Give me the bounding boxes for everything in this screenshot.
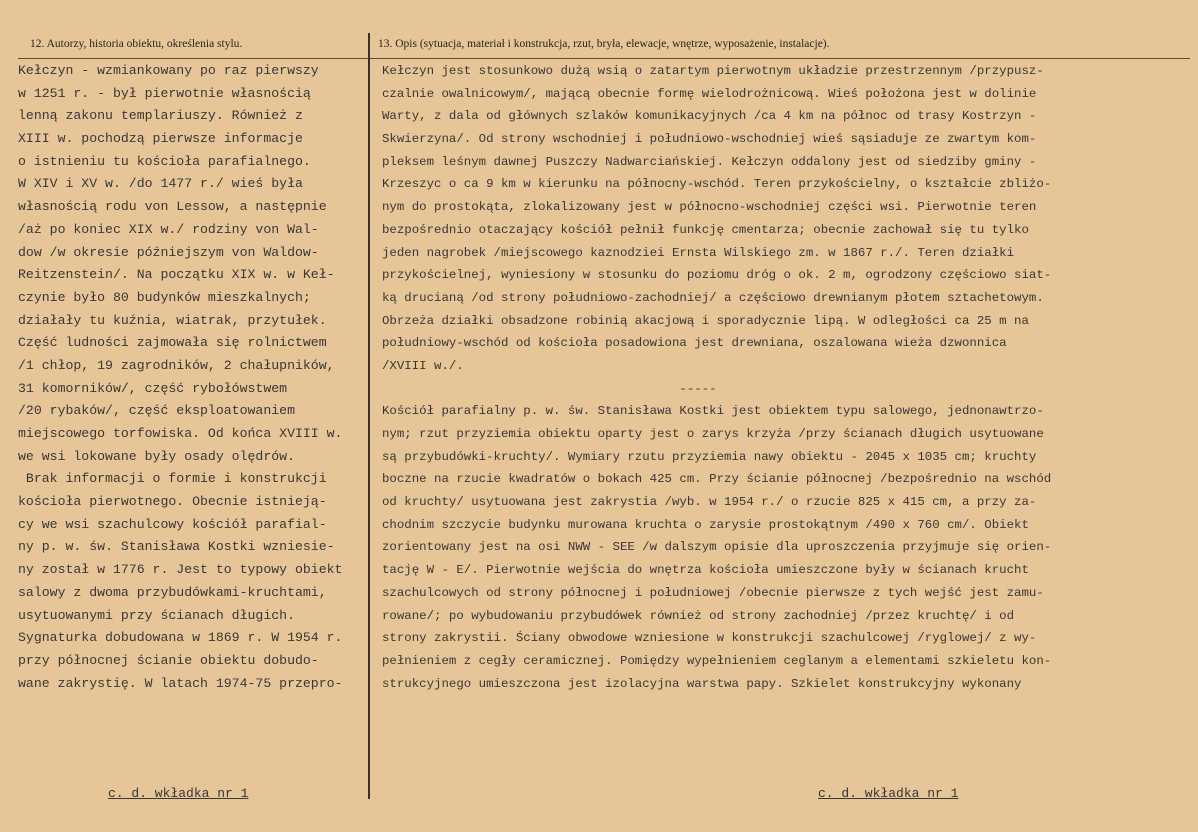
history-line: przy północnej ścianie obiektu dobudo- xyxy=(18,652,319,668)
history-line: miejscowego torfowiska. Od końca XVIII w. xyxy=(18,426,343,441)
description-line: szachulcowych od strony północnej i południowej /obecnie pierwsze z tych wejść jest zamu- xyxy=(382,585,1044,600)
history-line: Sygnaturka dobudowana w 1869 r. W 1954 r. xyxy=(18,630,343,646)
description-line: strukcyjnego umieszczona jest izolacyjna warstwa papy. Szkielet konstrukcyjny wykonany xyxy=(382,676,1022,691)
right-continuation-note: c. d. wkładka nr 1 xyxy=(818,786,959,801)
description-line: od kruchty/ usytuowana jest zakrystia /wyb. w 1954 r./ o rzucie 825 x 415 cm, a przy za- xyxy=(382,495,1037,510)
description-line: tację W - E/. Pierwotnie wejścia do wnętrza kościoła umieszczone były w ścianach krucht xyxy=(382,563,1029,578)
description-line: pełnieniem z cegły ceramicznej. Pomiędzy wypełnieniem ceglanym a elementami szkieletu kon- xyxy=(382,653,1052,668)
description-line: Krzeszyc o ca 9 km w kierunku na północny-wschód. Teren przykościelny, o kształcie zbliżo- xyxy=(382,177,1052,192)
history-line: we wsi lokowane były osady olędrów. xyxy=(18,448,295,464)
history-line: /1 chłop, 19 zagrodników, 2 chałupników, xyxy=(18,357,335,373)
history-line: ny p. w. św. Stanisława Kostki wzniesie- xyxy=(18,539,335,555)
description-line: rowane/; po wybudowaniu przybudówek również od strony zachodniej /przez kruchtę/ i od xyxy=(382,608,1015,623)
history-line: w 1251 r. - był pierwotnie własnością xyxy=(18,85,311,101)
history-line: Reitzenstein/. Na początku XIX w. w Keł- xyxy=(18,267,335,283)
left-continuation-note: c. d. wkładka nr 1 xyxy=(108,786,249,801)
description-line: pleksem leśnym dawnej Puszczy Nadwarciańskiej. Kełczyn oddalony jest od siedziby gminy - xyxy=(382,154,1037,169)
description-line: /XVIII w./. xyxy=(382,358,464,373)
header-divider xyxy=(18,58,1190,59)
description-line: Obrzeża działki obsadzone robinią akacjową i sporadycznie lipą. W odległości ca 25 m na xyxy=(382,313,1029,328)
description-line: jeden nagrobek /miejscowego kaznodziei Ernsta Wilskiego zm. w 1867 r./. Teren działki xyxy=(382,245,1015,260)
history-line: własnością rodu von Lessow, a następnie xyxy=(18,199,327,215)
history-line: 31 komorników/, część rybołówstwem xyxy=(18,380,288,396)
history-line: cy we wsi szachulcowy kościół parafial- xyxy=(18,516,327,532)
history-line: działały tu kuźnia, wiatrak, przytułek. xyxy=(18,312,327,328)
description-line: ką drucianą /od strony południowo-zachodniej/ a częściowo drewnianym płotem sztachetowym. xyxy=(382,290,1044,305)
description-line: Skwierzyna/. Od strony wschodniej i południowo-wschodniej wieś sąsiaduje ze zwartym kom- xyxy=(382,132,1037,147)
description-line: są przybudówki-kruchty/. Wymiary rzutu przyziemia nawy obiektu - 2045 x 1035 cm; kruchty xyxy=(382,449,1037,464)
history-line: /aż po koniec XIX w./ rodziny von Wal- xyxy=(18,221,319,237)
history-line: salowy z dwoma przybudówkami-kruchtami, xyxy=(18,584,327,600)
description-line: chodnim szczycie budynku murowana kruchta o zarysie prostokątnym /490 x 760 cm/. Obiekt xyxy=(382,517,1029,532)
history-line: wane zakrystię. W latach 1974-75 przepro- xyxy=(18,675,343,691)
description-line: Kościół parafialny p. w. św. Stanisława Kostki jest obiektem typu salowego, jednonawtrzo- xyxy=(382,404,1044,419)
history-line: XIII w. pochodzą pierwsze informacje xyxy=(18,131,303,147)
description-line: Kełczyn jest stosunkowo dużą wsią o zatartym pierwotnym układzie przestrzennym /przypusz- xyxy=(382,64,1044,78)
description-column xyxy=(382,60,1051,695)
description-line: Warty, z dala od głównych szlaków komunikacyjnych /ca 4 km na północ od trasy Kostrzyn - xyxy=(382,109,1037,124)
section-separator: ----- xyxy=(382,381,717,396)
column-divider xyxy=(368,33,370,799)
history-line: czynie było 80 budynków mieszkalnych; xyxy=(18,289,311,305)
left-column-header: 12. Autorzy, historia obiektu, określenia stylu. xyxy=(30,38,243,50)
description-line: czalnie owalnicowym/, mającą obecnie formę wielodrożnicową. Wieś położona jest w dolinie xyxy=(382,86,1037,101)
description-line: strony zakrystii. Ściany obwodowe wzniesione w konstrukcji szachulcowej /ryglowej/ z wy- xyxy=(382,631,1037,646)
history-column xyxy=(18,60,342,695)
history-line: o istnieniu tu kościoła parafialnego. xyxy=(18,153,311,169)
history-line: dow /w okresie późniejszym von Waldow- xyxy=(18,244,319,260)
history-line: Kełczyn - wzmiankowany po raz pierwszy xyxy=(18,63,319,78)
description-line: zorientowany jest na osi NWW - SEE /w dalszym opisie dla uproszczenia przyjmuje się orien- xyxy=(382,540,1052,555)
history-line: W XIV i XV w. /do 1477 r./ wieś była xyxy=(18,176,303,192)
history-line: ny został w 1776 r. Jest to typowy obiekt xyxy=(18,562,343,578)
description-line: przykościelnej, wyniesiony w stosunku do poziomu dróg o ok. 2 m, ogrodzony częściowo siat- xyxy=(382,268,1052,283)
history-line: Brak informacji o formie i konstrukcji xyxy=(18,471,327,487)
history-line: lenną zakonu templariuszy. Również z xyxy=(18,108,303,124)
history-line: Część ludności zajmowała się rolnictwem xyxy=(18,335,327,351)
history-line: /20 rybaków/, część eksploatowaniem xyxy=(18,403,295,419)
description-line: nym do prostokąta, zlokalizowany jest w północno-wschodniej części wsi. Pierwotnie teren xyxy=(382,200,1037,215)
history-line: usytuowanymi przy ścianach długich. xyxy=(18,607,295,623)
description-line: bezpośrednio otaczający kościół pełnił funkcję cmentarza; obecnie zachował się tu tylko xyxy=(382,222,1029,237)
history-line: kościoła pierwotnego. Obecnie istnieją- xyxy=(18,494,327,510)
description-line: nym; rzut przyziemia obiektu oparty jest o zarys krzyża /przy ścianach długich usytuowane xyxy=(382,427,1044,441)
right-column-header: 13. Opis (sytuacja, materiał i konstrukcja, rzut, bryła, elewacje, wnętrze, wyposażenie, instalacje). xyxy=(378,38,830,50)
description-line: boczne na rzucie kwadratów o bokach 425 cm. Przy ścianie północnej /bezpośrednio na wschód xyxy=(382,472,1052,487)
description-line: południowy-wschód od kościoła posadowiona jest drewniana, oszalowana wieża dzwonnica xyxy=(382,336,1007,351)
